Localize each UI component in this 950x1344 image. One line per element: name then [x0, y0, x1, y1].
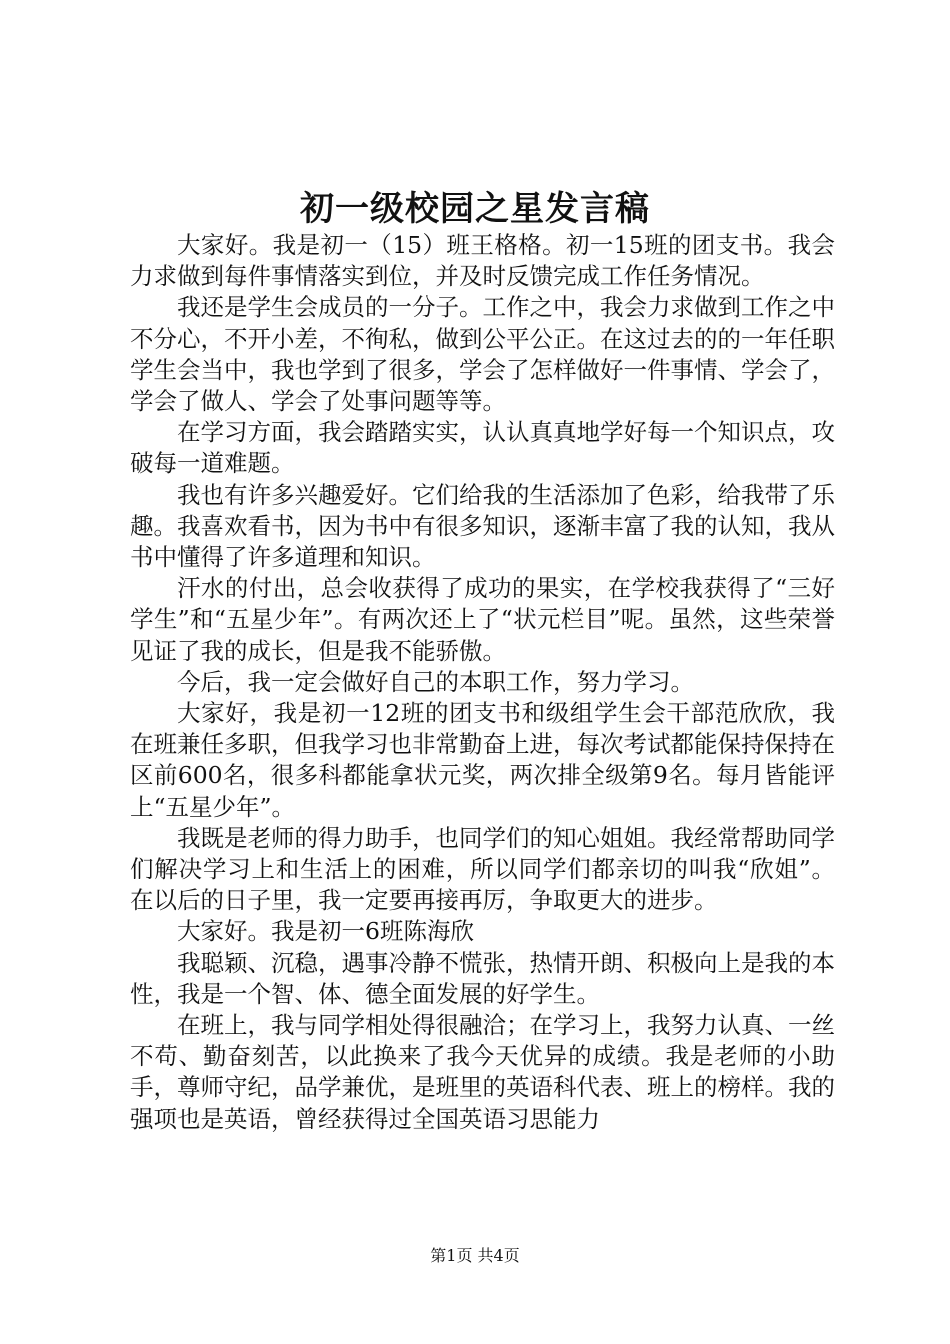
paragraph: 我既是老师的得力助手，也同学们的知心姐姐。我经常帮助同学们解决学习上和生活上的困难，所以同学们都亲切的叫我“欣姐”。在以后的日子里，我一定要再接再厉，争取更大的进步。 [130, 823, 835, 915]
paragraph: 我也有许多兴趣爱好。它们给我的生活添加了色彩，给我带了乐趣。我喜欢看书，因为书中有很多知识，逐渐丰富了我的认知，我从书中懂得了许多道理和知识。 [130, 480, 835, 572]
document-title: 初一级校园之星发言稿 [300, 189, 650, 229]
document-body [130, 230, 835, 1135]
paragraph: 今后，我一定会做好自己的本职工作，努力学习。 [177, 667, 694, 696]
paragraph: 我聪颖、沉稳，遇事冷静不慌张，热情开朗、积极向上是我的本性，我是一个智、体、德全面发展的好学生。 [130, 948, 835, 1008]
paragraph: 在班上，我与同学相处得很融洽；在学习上，我努力认真、一丝不苟、勤奋刻苦，以此换来了我今天优异的成绩。我是老师的小助手，尊师守纪，品学兼优，是班里的英语科代表、班上的榜样。我的强项也是英语，曾经获得过全国英语习思能力 [130, 1011, 835, 1133]
paragraph: 大家好。我是初一（15）班王格格。初一15班的团支书。我会力求做到每件事情落实到位，并及时反馈完成工作任务情况。 [130, 231, 835, 291]
paragraph: 大家好，我是初一12班的团支书和级组学生会干部范欣欣，我在班兼任多职，但我学习也非常勤奋上进，每次考试都能保持保持在区前600名，很多科都能拿状元奖，两次排全级第9名。每月皆能评上“五星少年”。 [130, 699, 835, 821]
paragraph: 在学习方面，我会踏踏实实，认认真真地学好每一个知识点，攻破每一道难题。 [130, 418, 835, 478]
paragraph: 大家好。我是初一6班陈海欣 [177, 917, 474, 946]
paragraph: 汗水的付出，总会收获得了成功的果实，在学校我获得了“三好学生”和“五星少年”。有两次还上了“状元栏目”呢。虽然，这些荣誉见证了我的成长，但是我不能骄傲。 [130, 574, 835, 665]
page-footer: 第1页 共4页 [430, 1246, 520, 1265]
paragraph: 我还是学生会成员的一分子。工作之中，我会力求做到工作之中不分心，不开小差，不徇私，做到公平公正。在这过去的的一年任职学生会当中，我也学到了很多，学会了怎样做好一件事情、学会了，学会了做人、学会了处事问题等等。 [130, 293, 835, 416]
